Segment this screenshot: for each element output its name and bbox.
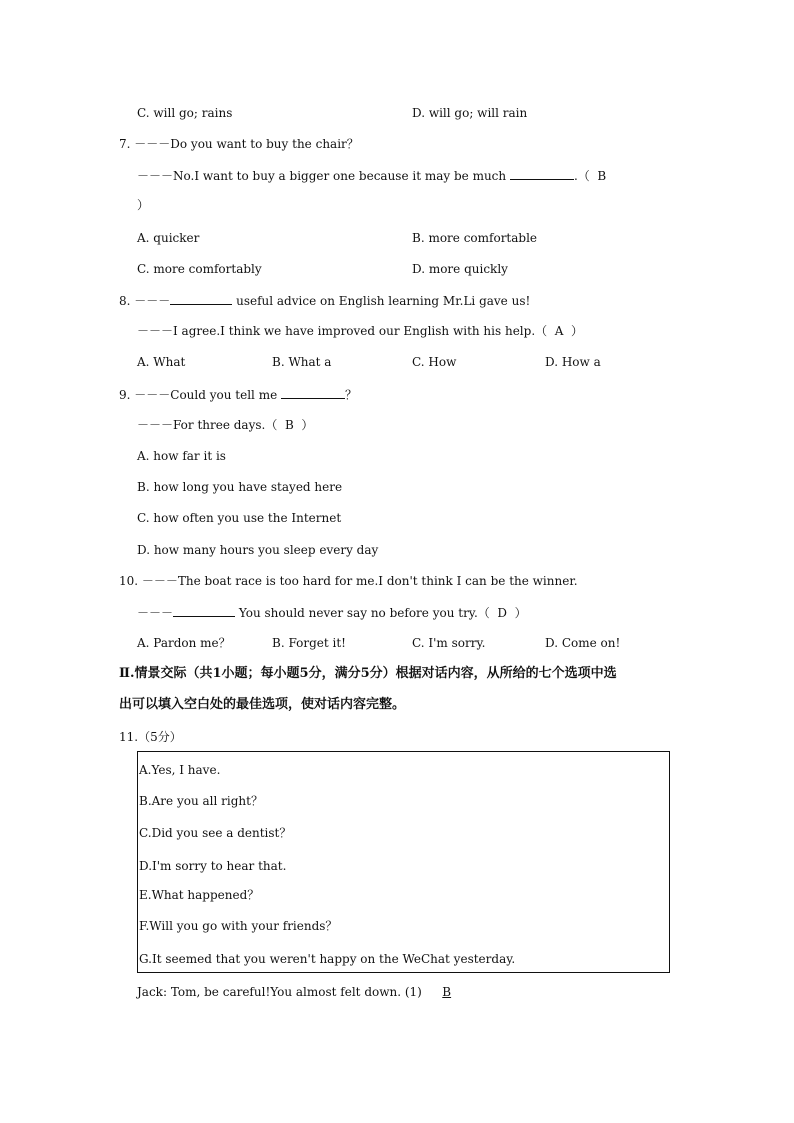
q8-question bbox=[119, 292, 530, 309]
q9-option-d: D. how many hours you sleep every day bbox=[137, 543, 379, 557]
q11-option-c: C.Did you see a dentist？ bbox=[139, 826, 292, 840]
q9-blank bbox=[281, 386, 345, 399]
q7-response-text: －－－No.I want to buy a bigger one because it may be much bbox=[137, 169, 507, 183]
q8-option-b: B. What a bbox=[272, 355, 332, 369]
q11-option-g: G.It seemed that you weren't happy on the WeChat yesterday. bbox=[139, 952, 516, 966]
q7-response bbox=[137, 167, 606, 184]
section-2-heading-line2: 出可以填入空白处的最佳选项，使对话内容完整。 bbox=[119, 697, 406, 712]
q10-suffix: You should never say no before you try.（ D ） bbox=[238, 606, 527, 620]
q9-suffix: ？ bbox=[345, 388, 358, 402]
section-2-heading-line1: Ⅱ.情景交际（共1小题；每小题5分，满分5分）根据对话内容，从所给的七个选项中选 bbox=[119, 666, 617, 681]
q7-answer-close: ） bbox=[137, 198, 150, 212]
q11-dialog-text: Jack: Tom, be careful!You almost felt down. (1) bbox=[137, 985, 422, 999]
q6-option-c: C. will go; rains bbox=[137, 106, 233, 120]
q7-option-d: D. more quickly bbox=[412, 262, 508, 276]
q9-question bbox=[119, 386, 357, 403]
q11-option-e: E.What happened？ bbox=[139, 888, 260, 902]
q8-option-a: A. What bbox=[137, 355, 186, 369]
q8-blank bbox=[170, 292, 232, 305]
q8-option-d: D. How a bbox=[545, 355, 601, 369]
q11-answer-blank: B bbox=[442, 985, 452, 999]
q11-option-f: F.Will you go with your friends？ bbox=[139, 919, 338, 933]
q7-answer: .（ B bbox=[573, 169, 607, 183]
q9-prefix: 9. －－－Could you tell me bbox=[119, 388, 278, 402]
q11-option-a: A.Yes, I have. bbox=[139, 763, 221, 777]
q10-prefix: －－－ bbox=[137, 606, 174, 620]
q8-suffix: useful advice on English learning Mr.Li gave us! bbox=[236, 294, 531, 308]
q10-option-a: A. Pardon me？ bbox=[137, 636, 231, 650]
q11-option-d: D.I'm sorry to hear that. bbox=[139, 859, 287, 873]
q11-dialog-line1 bbox=[137, 984, 468, 1000]
q7-blank bbox=[510, 167, 574, 180]
q7-option-c: C. more comfortably bbox=[137, 262, 262, 276]
q10-option-c: C. I'm sorry. bbox=[412, 636, 486, 650]
q11-number: 11.（5分） bbox=[119, 730, 182, 744]
q11-option-b: B.Are you all right？ bbox=[139, 794, 263, 808]
q7-question: 7. －－－Do you want to buy the chair？ bbox=[119, 137, 359, 151]
q8-option-c: C. How bbox=[412, 355, 457, 369]
q10-response bbox=[137, 604, 527, 621]
q6-option-d: D. will go; will rain bbox=[412, 106, 528, 120]
q10-option-d: D. Come on! bbox=[545, 636, 621, 650]
q10-question: 10. －－－The boat race is too hard for me.I don't think I can be the winner. bbox=[119, 574, 578, 588]
q9-option-c: C. how often you use the Internet bbox=[137, 511, 342, 525]
q9-option-b: B. how long you have stayed here bbox=[137, 480, 343, 494]
q9-option-a: A. how far it is bbox=[137, 449, 226, 463]
q8-prefix: 8. －－－ bbox=[119, 294, 171, 308]
q7-option-a: A. quicker bbox=[137, 231, 200, 245]
q8-response: －－－I agree.I think we have improved our English with his help.（ A ） bbox=[137, 324, 584, 338]
q9-response: －－－For three days.（ B ） bbox=[137, 418, 314, 432]
q10-blank bbox=[173, 604, 235, 617]
q10-option-b: B. Forget it! bbox=[272, 636, 346, 650]
q7-option-b: B. more comfortable bbox=[412, 231, 538, 245]
